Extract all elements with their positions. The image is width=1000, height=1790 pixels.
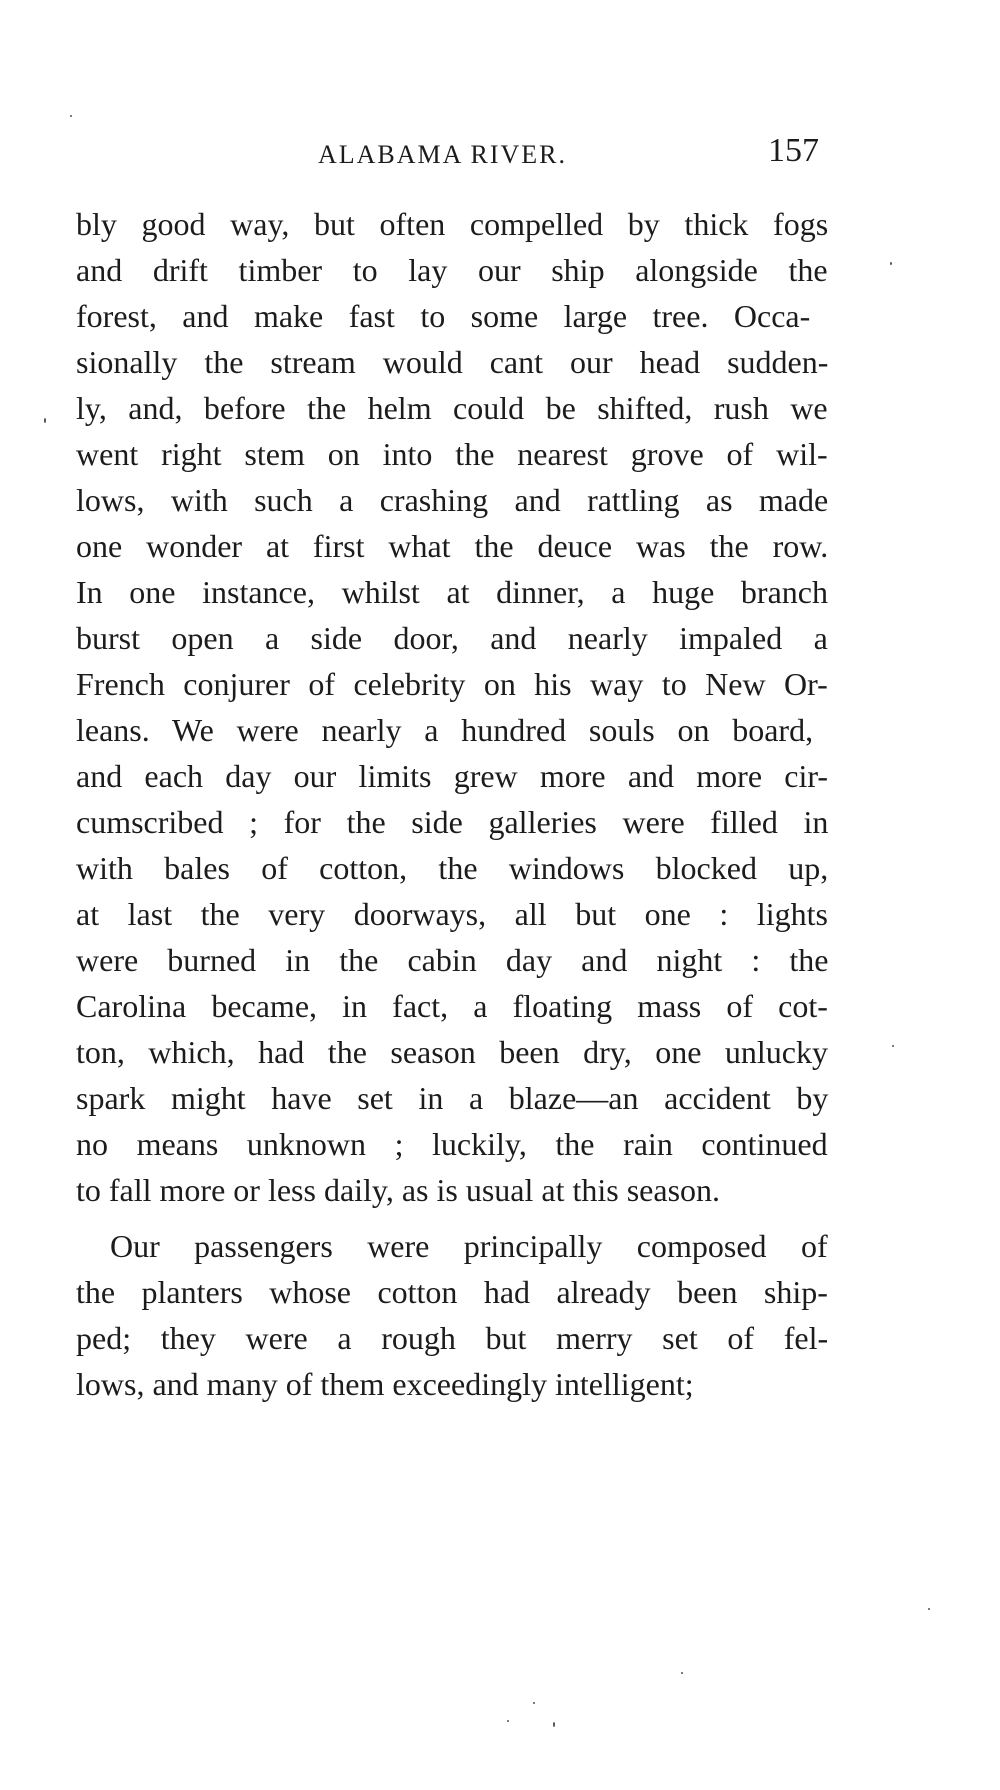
text-line: the planters whose cotton had already been ship-: [76, 1274, 828, 1310]
text-line: to fall more or less daily, as is usual at this season.: [76, 1172, 721, 1208]
running-title: ALABAMA RIVER.: [318, 140, 568, 169]
text-line: ly, and, before the helm could be shifted, rush we: [76, 390, 828, 426]
text-line: Our passengers were principally composed of: [110, 1228, 828, 1264]
scan-speck: [553, 1722, 555, 1727]
page-number: 157: [768, 132, 819, 169]
text-line: leans. We were nearly a hundred souls on board,: [76, 712, 814, 748]
text-line: forest, and make fast to some large tree. Occa-: [76, 298, 811, 334]
scan-speck: [70, 115, 72, 117]
text-line: ped; they were a rough but merry set of fel-: [76, 1320, 829, 1356]
scan-speck: [44, 418, 46, 423]
text-line: lows, with such a crashing and rattling as made: [76, 482, 829, 518]
text-line: lows, and many of them exceedingly intelligent;: [76, 1366, 694, 1402]
text-line: were burned in the cabin day and night : the: [76, 942, 829, 978]
text-line: Carolina became, in fact, a floating mass of cot-: [76, 988, 828, 1024]
scan-speck: [890, 262, 892, 265]
scan-speck: [507, 1720, 509, 1722]
text-line: cumscribed ; for the side galleries were filled in: [76, 804, 829, 840]
text-line: ton, which, had the season been dry, one unlucky: [76, 1034, 828, 1070]
text-line: bly good way, but often compelled by thick fogs: [76, 206, 829, 242]
text-line: sionally the stream would cant our head sudden-: [76, 344, 829, 380]
text-line: at last the very doorways, all but one : lights: [76, 896, 828, 932]
text-line: and each day our limits grew more and more cir-: [76, 758, 829, 794]
scan-speck: [533, 1702, 535, 1704]
scan-speck: [928, 1608, 930, 1610]
text-line: French conjurer of celebrity on his way to New Or-: [76, 666, 828, 702]
text-line: no means unknown ; luckily, the rain continued: [76, 1126, 828, 1162]
text-line: spark might have set in a blaze—an accident by: [76, 1080, 829, 1116]
text-line: with bales of cotton, the windows blocked up,: [76, 850, 829, 886]
text-line: one wonder at first what the deuce was the row.: [76, 528, 829, 564]
running-head: [0, 132, 1000, 182]
text-line: went right stem on into the nearest grove of wil-: [76, 436, 828, 472]
scan-speck: [681, 1672, 683, 1674]
text-line: burst open a side door, and nearly impaled a: [76, 620, 828, 656]
scan-speck: [892, 1045, 894, 1047]
text-line: and drift timber to lay our ship alongside the: [76, 252, 828, 288]
text-line: In one instance, whilst at dinner, a huge branch: [76, 574, 828, 610]
